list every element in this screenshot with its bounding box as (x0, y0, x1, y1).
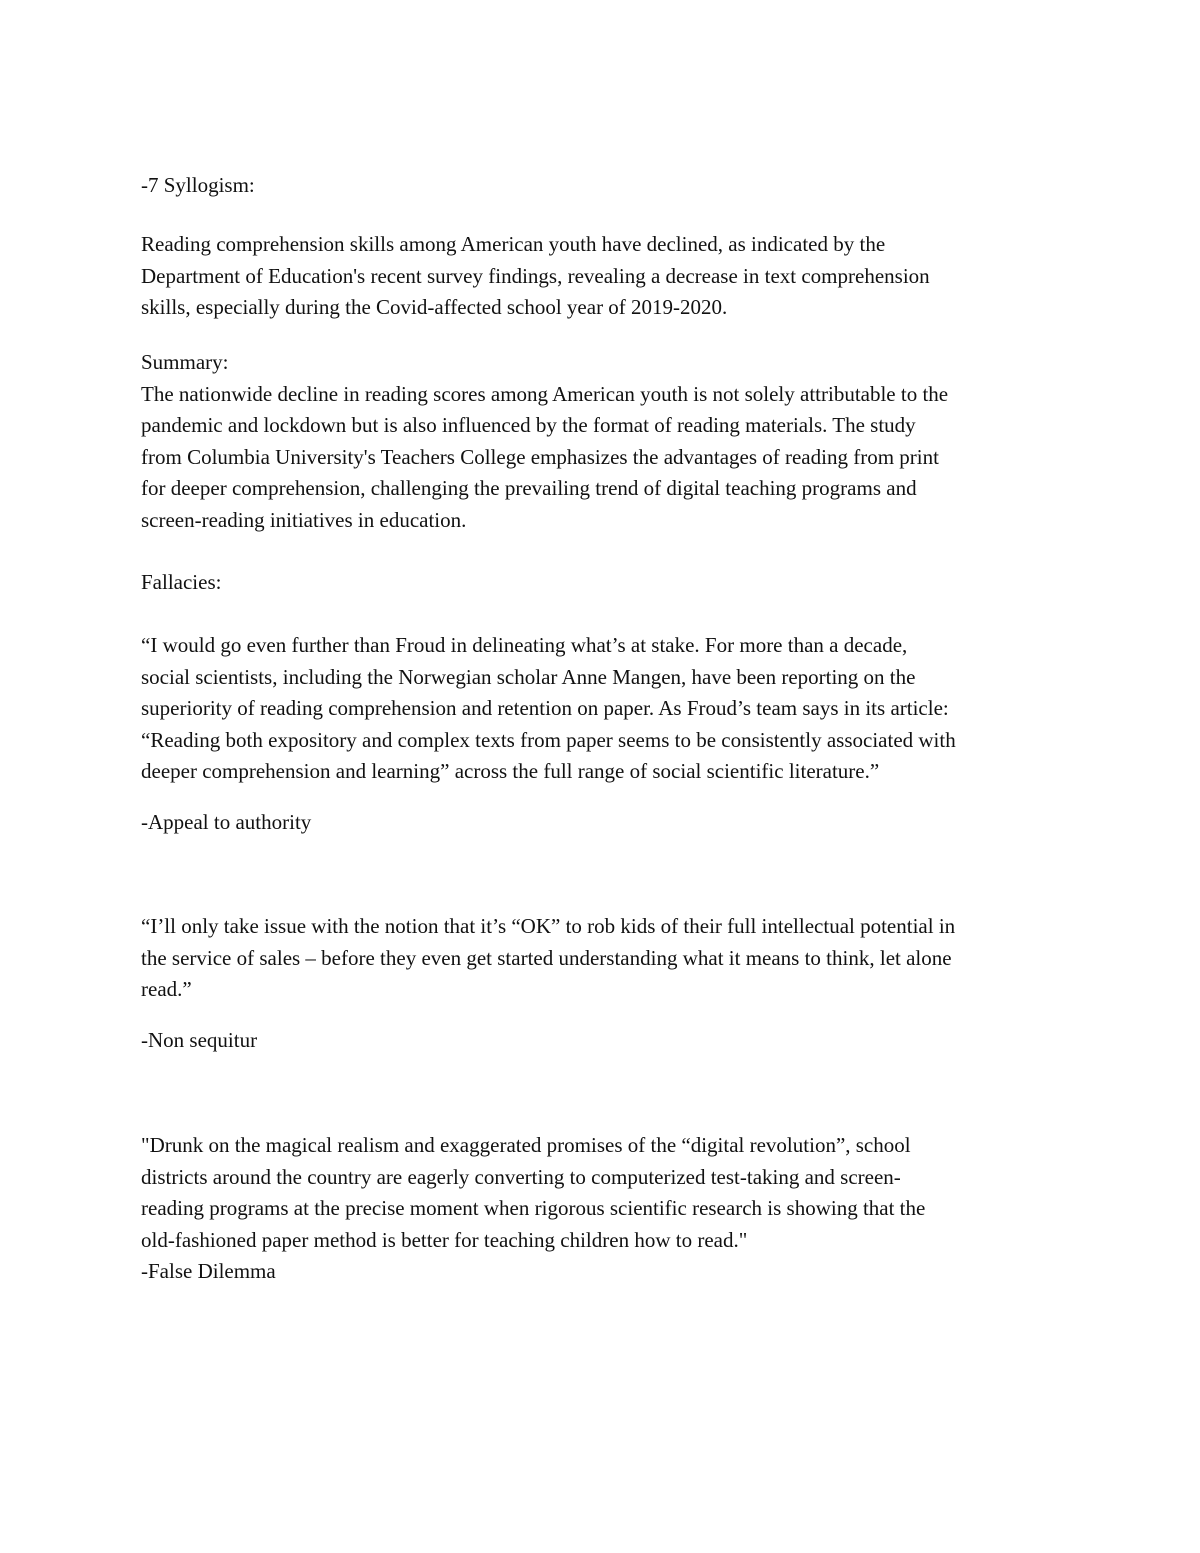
fallacies-heading (141, 567, 1071, 599)
quote-line: districts around the country are eagerly converting to computerized test-taking and screen- (141, 1164, 901, 1189)
summary-line: pandemic and lockdown but is also influenced by the format of reading materials. The study (141, 413, 916, 437)
quote-line: old-fashioned paper method is better for teaching children how to read." (141, 1227, 748, 1252)
quote-line: “I’ll only take issue with the notion that it’s “OK” to rob kids of their full intellectual potential in (141, 914, 956, 938)
summary-line: The nationwide decline in reading scores among American youth is not solely attributable to the (141, 381, 949, 406)
fallacy-label-text: -False Dilemma (141, 1259, 276, 1283)
quote-line: deeper comprehension and learning” across the full range of social scientific literature.” (141, 759, 880, 783)
summary-line: from Columbia University's Teachers College emphasizes the advantages of reading from print (141, 444, 939, 469)
quote-line: social scientists, including the Norwegian scholar Anne Mangen, have been reporting on the (141, 664, 916, 689)
summary-heading: Summary: (141, 350, 229, 374)
fallacies-heading-text: Fallacies: (141, 570, 222, 594)
fallacy-1-label (141, 807, 1071, 839)
summary-section (141, 347, 1071, 536)
fallacy-2-quote (141, 911, 1071, 1006)
syllogism-line: skills, especially during the Covid-affected school year of 2019-2020. (141, 295, 728, 319)
syllogism-line: Reading comprehension skills among American youth have declined, as indicated by the (141, 232, 886, 256)
quote-line: the service of sales – before they even get started understanding what it means to think, let alone (141, 945, 952, 970)
quote-line: "Drunk on the magical realism and exaggerated promises of the “digital revolution”, school (141, 1133, 911, 1157)
syllogism-heading (141, 170, 1071, 202)
quote-line: read.” (141, 977, 192, 1001)
fallacy-2-label (141, 1025, 1071, 1057)
syllogism-line: Department of Education's recent survey findings, revealing a decrease in text comprehension (141, 263, 930, 288)
summary-line: screen-reading initiatives in education. (141, 507, 467, 532)
quote-line: “Reading both expository and complex texts from paper seems to be consistently associated with (141, 727, 956, 752)
syllogism-heading-text: -7 Syllogism: (141, 173, 255, 197)
fallacy-label-text: -Appeal to authority (141, 810, 312, 834)
quote-line: reading programs at the precise moment when rigorous scientific research is showing that the (141, 1196, 926, 1220)
fallacy-label-text: -Non sequitur (141, 1028, 258, 1052)
syllogism-paragraph (141, 229, 1071, 324)
quote-line: superiority of reading comprehension and retention on paper. As Froud’s team says in its article: (141, 696, 949, 720)
fallacy-3-quote (141, 1130, 1071, 1288)
summary-line: for deeper comprehension, challenging the prevailing trend of digital teaching programs and (141, 476, 917, 500)
fallacy-1-quote (141, 630, 1071, 788)
quote-line: “I would go even further than Froud in delineating what’s at stake. For more than a decade, (141, 633, 908, 657)
